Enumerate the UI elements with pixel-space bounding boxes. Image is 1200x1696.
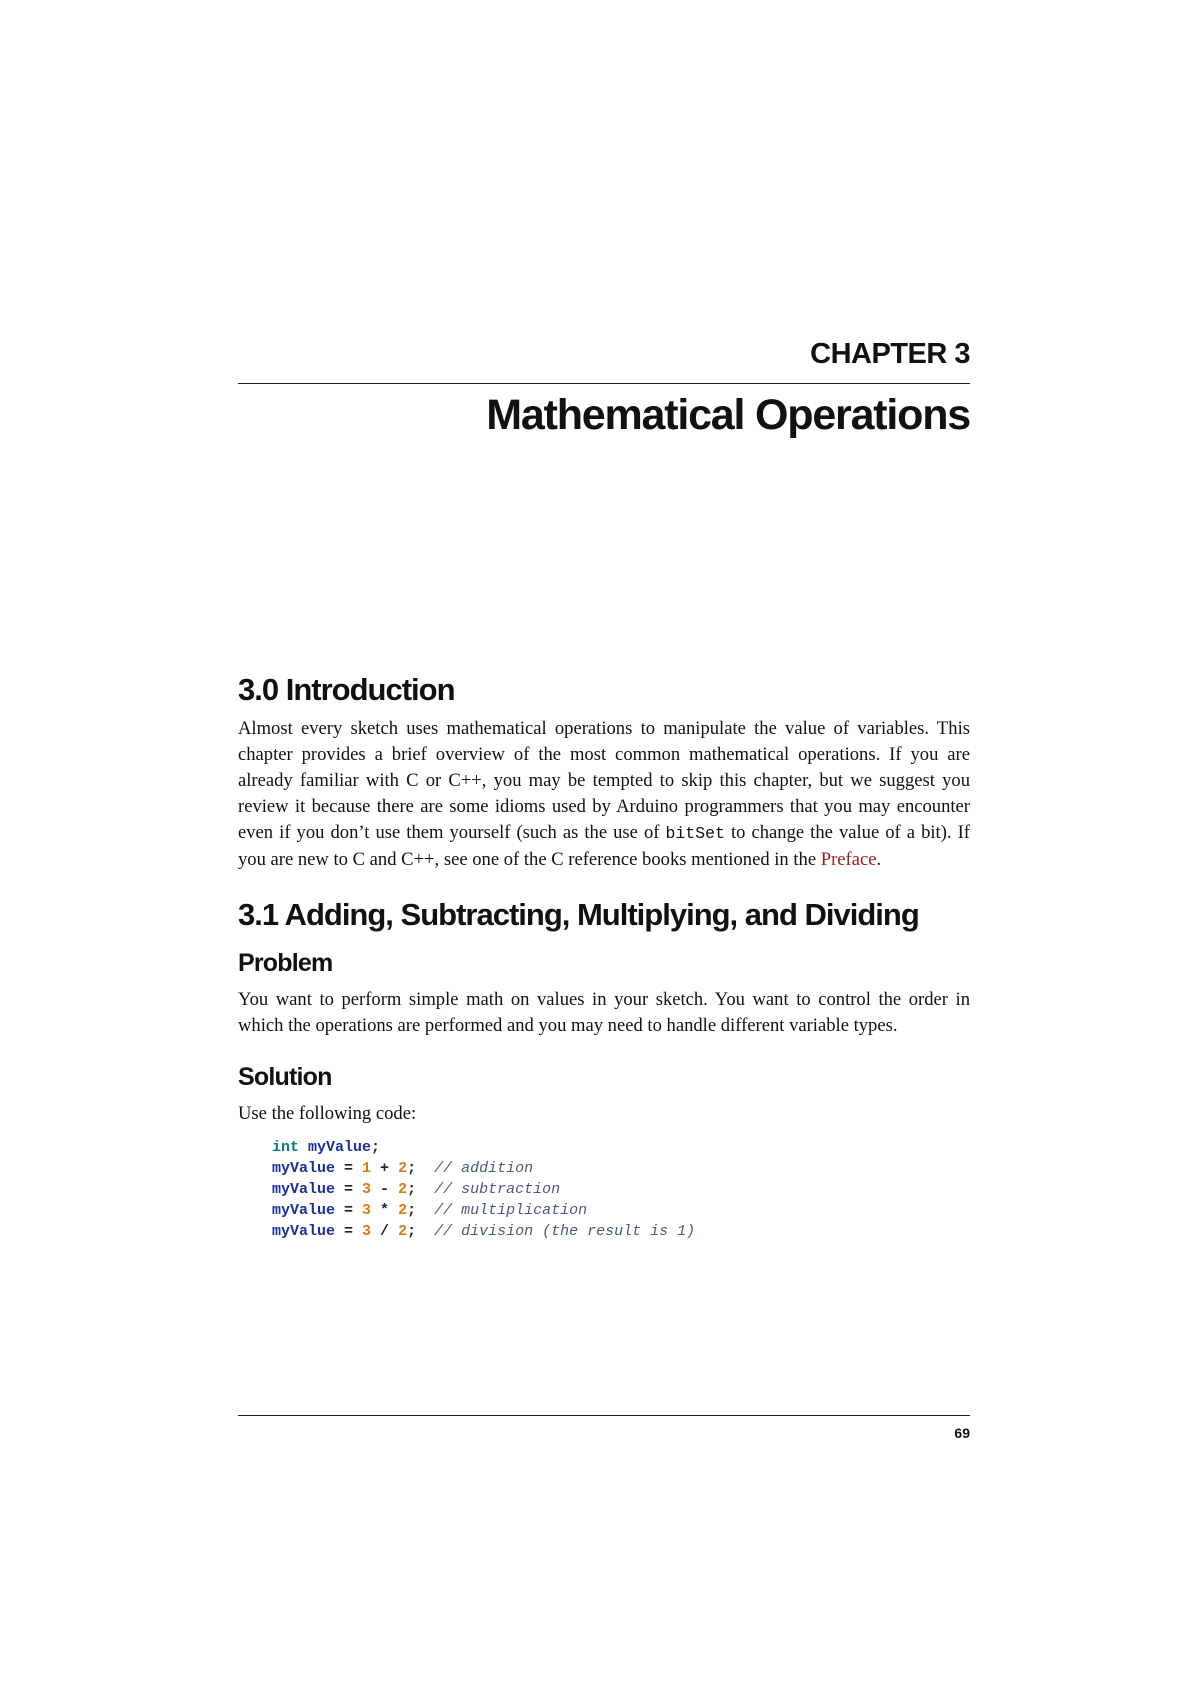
code-number: 2 [398,1160,408,1177]
code-operator: - [371,1181,399,1198]
preface-link[interactable]: Preface [820,849,877,870]
code-punct: ; [407,1181,435,1198]
header-rule [238,383,970,384]
solution-paragraph: Use the following code: [238,1103,417,1124]
code-line [272,1181,560,1198]
code-operator: / [371,1223,399,1240]
code-operator: * [371,1202,399,1219]
code-number: 3 [362,1202,372,1219]
section-heading-intro: 3.0 Introduction [238,672,455,707]
code-variable: myValue [272,1181,336,1198]
code-variable: myValue [308,1139,372,1156]
code-line-declaration [272,1139,380,1156]
chapter-title: Mathematical Operations [486,391,970,439]
code-number: 3 [362,1223,372,1240]
inline-code-bitset: bitSet [665,824,725,843]
code-operator: = [335,1202,363,1219]
code-number: 1 [362,1160,372,1177]
intro-text-end: . [876,849,882,870]
chapter-label: CHAPTER 3 [810,338,970,370]
footer-rule [238,1415,970,1416]
code-line [272,1160,533,1177]
problem-heading: Problem [238,949,333,977]
code-variable: myValue [272,1223,336,1240]
intro-paragraph [238,716,970,873]
code-punct: ; [371,1139,381,1156]
code-number: 2 [398,1181,408,1198]
code-variable: myValue [272,1202,336,1219]
code-comment: // multiplication [434,1202,588,1219]
code-variable: myValue [272,1160,336,1177]
page-number: 69 [954,1425,970,1441]
intro-text-2: to change the value of a bit). If you are new to C and C++, see one of the C reference books mentioned in the [238,822,970,870]
solution-heading: Solution [238,1063,332,1091]
code-line [272,1202,587,1219]
code-comment: // division (the result is 1) [434,1223,696,1240]
code-keyword: int [272,1139,300,1156]
code-punct: ; [407,1202,435,1219]
problem-paragraph: You want to perform simple math on values in your sketch. You want to control the order in which the operations are performed and you may need to handle different variable types. [238,989,970,1036]
code-punct: ; [407,1223,435,1240]
section-heading-recipe: 3.1 Adding, Subtracting, Multiplying, and Dividing [238,897,919,932]
code-punct: ; [407,1160,435,1177]
code-comment: // subtraction [434,1181,561,1198]
page-body [238,670,970,1242]
code-number: 3 [362,1181,372,1198]
code-number: 2 [398,1202,408,1219]
code-operator: = [335,1160,363,1177]
code-operator: = [335,1181,363,1198]
code-number: 2 [398,1223,408,1240]
code-comment: // addition [434,1160,534,1177]
code-listing [272,1137,970,1242]
intro-text-1: Almost every sketch uses mathematical operations to manipulate the value of variables. This chapter provides a brief overview of the most common mathematical operations. If you are already familiar with C or C++, you may be tempted to skip this chapter, but we suggest you review it because there are some idioms used by Arduino programmers that you may encounter even if you don’t use them yourself (such as the use of [238,718,970,843]
code-operator: = [335,1223,363,1240]
code-line [272,1223,695,1240]
code-operator: + [371,1160,399,1177]
